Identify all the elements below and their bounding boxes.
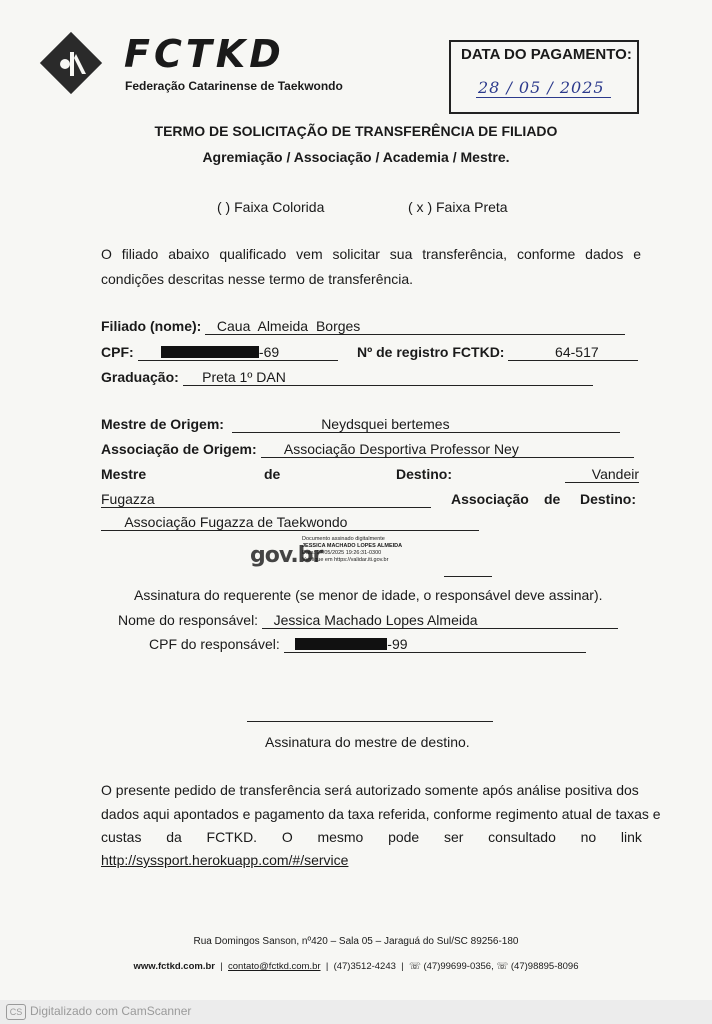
notice-line-3	[101, 829, 642, 845]
govbr-logo: gov.br	[250, 543, 323, 568]
payment-label: DATA DO PAGAMENTO:	[461, 46, 632, 63]
intro-paragraph: O filiado abaixo qualificado vem solicitar sua transferência, conforme dados e condições descritas nesse termo de transferência.	[101, 246, 641, 287]
assoc-origin-field	[261, 441, 634, 458]
assoc-dest-value: Associação Fugazza de Taekwondo	[124, 514, 348, 530]
master-origin-label: Mestre de Origem:	[101, 416, 224, 432]
resp-cpf-field	[284, 636, 586, 653]
assoc-origin-label: Associação de Origem:	[101, 441, 257, 457]
notice-word-4: O	[281, 829, 293, 845]
notice-word-2: da	[166, 829, 182, 845]
cpf-value: -69	[258, 344, 280, 360]
footer-address: Rua Domingos Sanson, nº420 – Sala 05 – Jaraguá do Sul/SC 89256-180	[193, 936, 519, 947]
cpf-label: CPF:	[101, 344, 134, 360]
master-origin-row	[101, 416, 620, 433]
assoc-dest-row	[101, 514, 479, 531]
assoc-origin-value: Associação Desportiva Professor Ney	[283, 441, 519, 457]
master-origin-field	[232, 416, 620, 433]
org-acronym: FCTKD	[124, 32, 285, 76]
notice-word-8: consultado	[488, 829, 556, 845]
notice-word-9: no	[580, 829, 597, 845]
graduation-label: Graduação:	[101, 369, 179, 385]
resp-cpf-redaction	[295, 638, 387, 650]
master-dest-word-3: Destino:	[396, 466, 452, 482]
notice-line-2: dados aqui apontados e pagamento da taxa referida, conforme regimento atual de taxas e	[101, 806, 661, 822]
footer-contacts: www.fctkd.com.br | contato@fctkd.com.br | (47)3512-4243 | ☏ (47)99699-0356, ☏ (47)98895-8096	[133, 961, 579, 972]
registration-value: 64-517	[555, 344, 599, 360]
stamp-line-3: Data: 27/05/2025 19:26:31-0300	[302, 550, 382, 556]
master-dest-value-1-field	[565, 466, 639, 483]
signature-line-dest-master	[247, 721, 493, 722]
master-dest-value-2-field	[101, 491, 431, 508]
notice-word-10: link	[620, 829, 642, 845]
footer-phone-3: (47)98895-8096	[510, 961, 579, 972]
master-dest-value-2: Fugazza	[101, 491, 431, 508]
graduation-value: Preta 1º DAN	[202, 369, 286, 385]
payment-date: 28 / 05 / 2025	[476, 78, 611, 98]
graduation-field	[183, 369, 593, 386]
notice-line-1: O presente pedido de transferência será autorizado somente após análise positiva dos	[101, 782, 639, 798]
document-subtitle: Agremiação / Associação / Academia / Mestre.	[202, 149, 510, 165]
affiliate-row	[101, 318, 625, 335]
assoc-dest-word-2: de	[544, 491, 561, 507]
option-colored-belt: ( ) Faixa Colorida	[217, 199, 325, 215]
notice-word-6: pode	[388, 829, 420, 845]
option-black-belt: ( x ) Faixa Preta	[408, 199, 508, 215]
assoc-origin-row	[101, 441, 634, 458]
registration-field	[508, 344, 638, 361]
master-origin-value: Neydsquei bertemes	[321, 416, 450, 432]
resp-name-value: Jessica Machado Lopes Almeida	[273, 612, 478, 628]
registration-label: Nº de registro FCTKD:	[357, 344, 505, 360]
cpf-field	[138, 344, 338, 361]
org-name: Federação Catarinense de Taekwondo	[125, 79, 343, 93]
footer-phone-2: (47)99699-0356,	[423, 961, 494, 972]
resp-cpf-row	[149, 636, 586, 653]
footer-website[interactable]: www.fctkd.com.br	[133, 961, 215, 972]
footer-email[interactable]: contato@fctkd.com.br	[228, 961, 321, 972]
footer-phone-1: (47)3512-4243	[333, 961, 396, 972]
resp-cpf-value: -99	[387, 636, 408, 652]
affiliate-label: Filiado (nome):	[101, 318, 202, 334]
graduation-row	[101, 369, 593, 386]
affiliate-value: Caua Almeida Borges	[216, 318, 361, 334]
master-dest-word-2: de	[264, 466, 281, 482]
resp-name-row	[118, 612, 618, 629]
service-link[interactable]: http://syssport.herokuapp.com/#/service	[101, 852, 349, 868]
stamp-line-2: JESSICA MACHADO LOPES ALMEIDA	[302, 543, 403, 549]
notice-word-1: custas	[101, 829, 142, 845]
document-title: TERMO DE SOLICITAÇÃO DE TRANSFERÊNCIA DE FILIADO	[154, 123, 558, 139]
whatsapp-icon: ☏	[408, 961, 421, 972]
resp-cpf-label: CPF do responsável:	[149, 636, 280, 652]
assoc-dest-word-1: Associação	[451, 491, 529, 507]
master-dest-value-1: Vandeir	[565, 466, 639, 483]
resp-name-label: Nome do responsável:	[118, 612, 259, 628]
resp-name-field	[262, 612, 618, 629]
notice-word-3: FCTKD.	[206, 829, 258, 845]
notice-word-5: mesmo	[317, 829, 364, 845]
cpf-redaction	[161, 346, 259, 358]
stamp-line-1: Documento assinado digitalmente	[302, 536, 385, 542]
affiliate-field	[205, 318, 625, 335]
assoc-dest-word-3: Destino:	[580, 491, 636, 507]
fctkd-logo-icon	[38, 30, 104, 96]
master-dest-word-1: Mestre	[101, 466, 147, 482]
scanner-watermark-text: Digitalizado com CamScanner	[30, 1004, 192, 1018]
digital-signature-stamp	[302, 536, 402, 564]
whatsapp-icon: ☏	[496, 961, 509, 972]
stamp-line-4: Verifique em https://validar.iti.gov.br	[302, 557, 389, 563]
cpf-row	[101, 344, 638, 361]
assoc-dest-field	[101, 514, 479, 531]
signature-line-requester	[444, 576, 492, 577]
requester-signature-caption: Assinatura do requerente (se menor de idade, o responsável deve assinar).	[134, 587, 603, 603]
camscanner-icon: CS	[6, 1004, 26, 1020]
dest-master-signature-caption: Assinatura do mestre de destino.	[265, 734, 470, 750]
notice-word-7: ser	[443, 829, 464, 845]
